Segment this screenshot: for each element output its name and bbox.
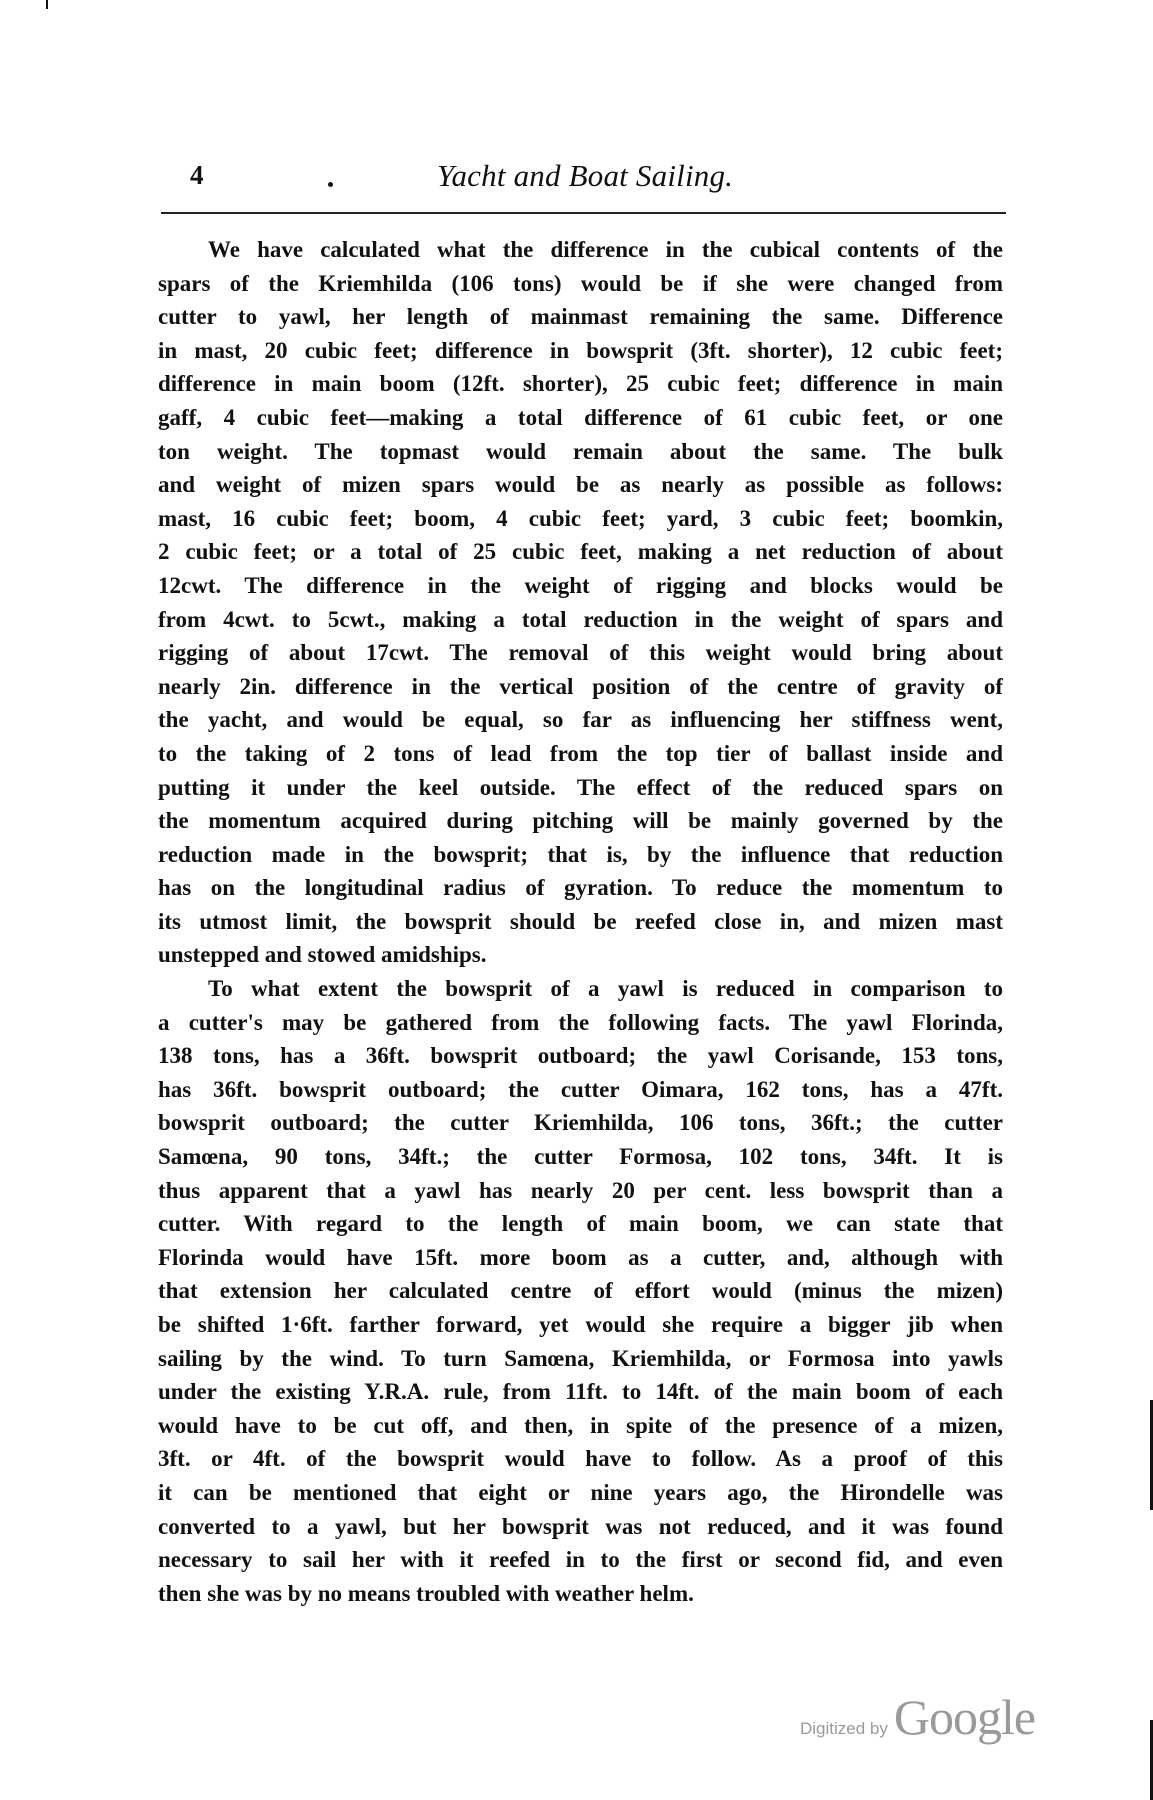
text-line: mast, 16 cubic feet; boom, 4 cubic feet; yard, 3 cubic feet; boomkin, [158,505,1003,531]
text-line: be shifted 1·6ft. farther forward, yet would she require a bigger jib when [158,1312,1003,1337]
text-line: a cutter's may be gathered from the following facts. The yawl Florinda, [158,1009,1003,1035]
text-line: Samœna, 90 tons, 34ft.; the cutter Formosa, 102 tons, 34ft. It is [158,1144,1003,1170]
text-line: that extension her calculated centre of effort would (minus the mizen) [158,1278,1003,1304]
text-line: bowsprit outboard; the cutter Kriemhilda, 106 tons, 36ft.; the cutter [158,1110,1003,1136]
text-line: has 36ft. bowsprit outboard; the cutter Oimara, 162 tons, has a 47ft. [158,1076,1003,1102]
text-line: nearly 2in. difference in the vertical position of the centre of gravity of [158,673,1003,699]
scan-mark [46,0,48,9]
text-line: to the taking of 2 tons of lead from the top tier of ballast inside and [158,740,1003,766]
text-line: converted to a yawl, but her bowsprit was not reduced, and it was found [158,1513,1003,1539]
text-line: then she was by no means troubled with weather helm. [158,1580,694,1606]
page-number: 4 [190,160,204,190]
text-line: would have to be cut off, and then, in spite of the presence of a mizen, [158,1412,1003,1438]
text-line: 12cwt. The difference in the weight of rigging and blocks would be [158,572,1003,598]
watermark-brand: Google [893,1689,1036,1745]
digitized-by-google-watermark [800,1688,1035,1746]
text-line: its utmost limit, the bowsprit should be reefed close in, and mizen mast [158,908,1003,934]
header-rule [161,212,1006,214]
text-line: the yacht, and would be equal, so far as influencing her stiffness went, [158,707,1003,733]
text-line: 2 cubic feet; or a total of 25 cubic feet, making a net reduction of about [158,539,1003,565]
text-line: thus apparent that a yawl has nearly 20 per cent. less bowsprit than a [158,1177,1003,1203]
text-line: Florinda would have 15ft. more boom as a cutter, and, although with [158,1244,1003,1270]
text-line: the momentum acquired during pitching will be mainly governed by the [158,808,1003,834]
text-line: putting it under the keel outside. The effect of the reduced spars on [158,774,1003,800]
text-line: We have calculated what the difference in the cubical contents of the [208,237,1003,262]
text-line: it can be mentioned that eight or nine years ago, the Hirondelle was [158,1479,1003,1505]
text-line: spars of the Kriemhilda (106 tons) would be if she were changed from [158,270,1003,296]
text-line: rigging of about 17cwt. The removal of this weight would bring about [158,640,1003,666]
watermark-prefix: Digitized by [800,1719,888,1738]
text-line: gaff, 4 cubic feet—making a total difference of 61 cubic feet, or one [158,404,1003,430]
text-line: sailing by the wind. To turn Samœna, Kriemhilda, or Formosa into yawls [158,1345,1003,1371]
text-line: difference in main boom (12ft. shorter), 25 cubic feet; difference in main [158,371,1003,397]
text-line: has on the longitudinal radius of gyration. To reduce the momentum to [158,875,1003,901]
text-line: cutter to yawl, her length of mainmast remaining the same. Difference [158,304,1003,330]
running-title: Yacht and Boat Sailing. [436,158,734,193]
body-text [158,233,1003,1610]
text-line: reduction made in the bowsprit; that is, by the influence that reduction [158,841,1003,867]
text-line: To what extent the bowsprit of a yawl is reduced in comparison to [208,976,1003,1002]
text-line: from 4cwt. to 5cwt., making a total reduction in the weight of spars and [158,606,1003,632]
header-dot [328,182,333,187]
text-line: necessary to sail her with it reefed in to the first or second fid, and even [158,1547,1003,1573]
text-line: cutter. With regard to the length of main boom, we can state that [158,1211,1003,1237]
text-line: and weight of mizen spars would be as nearly as possible as follows: [158,472,1003,498]
text-line: ton weight. The topmast would remain about the same. The bulk [158,438,1003,464]
text-line: 3ft. or 4ft. of the bowsprit would have to follow. As a proof of this [158,1446,1003,1472]
text-line: 138 tons, has a 36ft. bowsprit outboard; the yawl Corisande, 153 tons, [158,1043,1003,1069]
text-line: in mast, 20 cubic feet; difference in bowsprit (3ft. shorter), 12 cubic feet; [158,337,1003,363]
text-line: under the existing Y.R.A. rule, from 11ft. to 14ft. of the main boom of each [158,1379,1003,1405]
text-line: unstepped and stowed amidships. [158,942,487,968]
